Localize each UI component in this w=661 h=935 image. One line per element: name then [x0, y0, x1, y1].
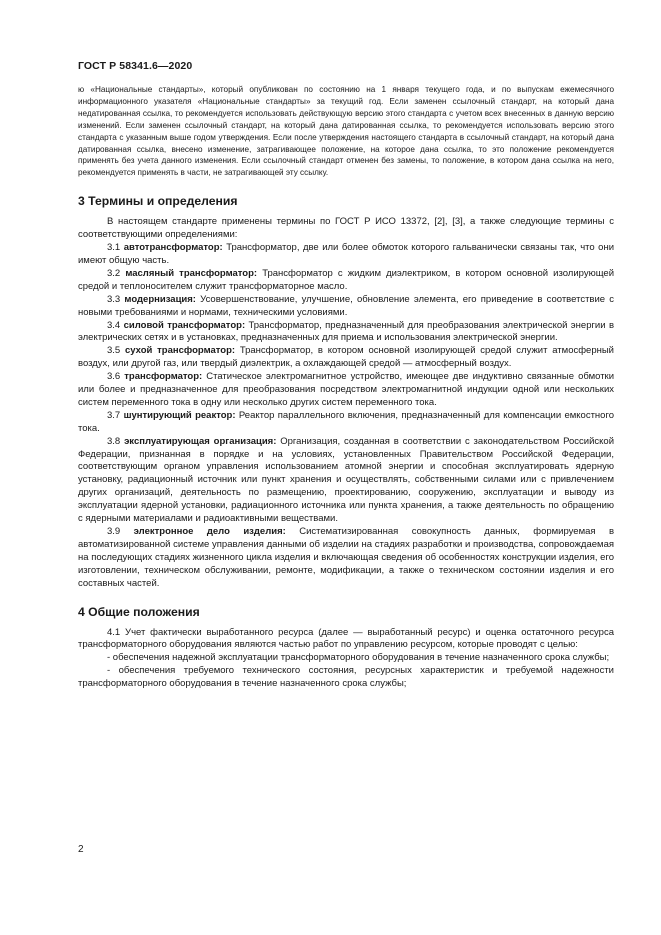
term-text: Усовершенствование, улучшение, обновление элемента, его приведение в соответствие с новыми требованиями и нормами, техническими условиями. — [78, 293, 615, 318]
section-4-heading: 4 Общие положения — [78, 604, 200, 619]
term-text: Организация, созданная в соответствии с законодательством Российской Федерации, признанная в порядке и на условиях, установленных Правительством Российской Федерации, соответствующим органом управления использованием атомной энергии и способная эксплуатировать ядерную установку, радиационный источник или пункт хранения и осуществлять, собственными силами или с привлечением других организаций, деятельность по размещению, проектированию, сооружению, эксплуатации и выводу из эксплуатации ядерной установки, радиационного источника или пункта хранения, а также деятельность по обращению с ядерными материалами и радиоактивными веществами. — [78, 435, 614, 525]
references-note — [78, 84, 614, 179]
term-name: шунтирующий реактор: — [123, 409, 236, 421]
term-definition — [78, 242, 614, 268]
term-definition — [78, 294, 614, 320]
term-number: 3.5 — [107, 345, 121, 357]
term-definition — [78, 345, 614, 371]
term-text: Реактор параллельного включения, предназначенный для компенсации емкостного тока. — [78, 409, 615, 434]
term-definition — [78, 436, 614, 526]
term-number: 3.9 — [107, 526, 121, 537]
term-number: 3.1 — [107, 242, 121, 254]
term-text: Систематизированная совокупность данных, формируемая в автоматизированной системе управления данными об изделии на стадиях разработки и производства, сопровождаемая на последующих стадиях жизненного цикла изделия и включающая сведения об особенностях конструкции изделия, его изготовлении, техническом обслуживании, ремонте, модификации, а также о техническом состоянии изделия и его составных частей. — [78, 526, 615, 589]
term-name: сухой трансформатор: — [125, 345, 236, 357]
term-text: Трансформатор, в котором основной изолирующей средой служит атмосферный воздух, или другой газ, или твердый диэлектрик, а охлаждающей средой — атмосферный воздух. — [78, 345, 614, 370]
section-4-para-1: 4.1 Учет фактически выработанного ресурса (далее — выработанный ресурс) и оценка остаточного ресурса трансформаторного оборудования являются частью работ по управлению ресурсом, которые проводят с целью: — [78, 626, 614, 651]
term-name: электронное дело изделия: — [133, 526, 286, 537]
note-paragraph: ю «Национальные стандарты», который опубликован по состоянию на 1 января текущего года, и по выпускам ежемесячного информационного указателя «Национальные стандарты» за текущий год. Если заменен ссылочный стандарт, на который дана недатированная ссылка, то рекомендуется использовать действующую версию этого стандарта с учетом всех внесенных в данную версию изменений. Если заменен ссылочный стандарт, на который дана датированная ссылка, то рекомендуется использовать версию этого стандарта с указанным выше годом утверждения. Если после утверждения настоящего стандарта в ссылочный стандарт, на который дана датированная ссылка, внесено изменение, затрагивающее положение, на которое дана ссылка, то это положение рекомендуется применять без учета данного изменения. Если ссылочный стандарт отменен без замены, то положение, в котором дана ссылка на него, рекомендуется применять в части, не затрагивающей эту ссылку. — [78, 85, 614, 178]
term-number: 3.4 — [107, 319, 121, 331]
term-text: Статическое электромагнитное устройство, имеющее две индуктивно связанные обмотки или более и предназначенное для преобразования посредством электромагнитной индукции одной или нескольких систем переменного тока в одну или несколько других систем переменного тока. — [78, 371, 615, 408]
term-name: эксплуатирующая организация: — [124, 435, 277, 447]
bullet-item: - обеспечения надежной эксплуатации трансформаторного оборудования в течение назначенного срока службы; — [107, 652, 610, 664]
document-header: ГОСТ Р 58341.6—2020 — [78, 60, 193, 72]
term-definition — [78, 268, 614, 294]
term-text: Трансформатор, предназначенный для преобразования электрической энергии в электрических сетях и в установках, предназначенных для приема и использования электрической энергии. — [78, 319, 614, 344]
bullet-item: - обеспечения требуемого технического состояния, ресурсных характеристик и требуемой надежности трансформаторного оборудования в течение назначенного срока службы; — [78, 665, 614, 690]
term-definition — [78, 410, 614, 436]
term-number: 3.3 — [107, 293, 121, 305]
term-name: трансформатор: — [124, 371, 203, 383]
term-definition — [78, 526, 614, 591]
term-name: модернизация: — [124, 293, 196, 305]
term-number: 3.2 — [107, 267, 121, 279]
page-content — [78, 84, 614, 691]
page-number: 2 — [78, 844, 84, 855]
term-name: масляный трансформатор: — [125, 267, 258, 279]
term-text: Трансформатор с жидким диэлектриком, в котором основной изолирующей средой и теплоносителем служит трансформаторное масло. — [78, 267, 614, 292]
section-3-intro: В настоящем стандарте применены термины по ГОСТ Р ИСО 13372, [2], [3], а также следующие термины с соответствующими определениями: — [78, 216, 614, 241]
term-text: Трансформатор, две или более обмоток которого гальванически связаны так, что они имеют общую часть. — [78, 242, 615, 266]
terms-list — [78, 242, 614, 590]
term-definition — [78, 371, 614, 410]
term-number: 3.7 — [107, 409, 121, 421]
term-name: силовой трансформатор: — [123, 319, 246, 331]
term-definition — [78, 320, 614, 346]
term-name: автотрансформатор: — [123, 242, 223, 254]
term-number: 3.6 — [107, 371, 121, 383]
section-3-heading: 3 Термины и определения — [78, 194, 238, 209]
term-number: 3.8 — [107, 435, 121, 447]
